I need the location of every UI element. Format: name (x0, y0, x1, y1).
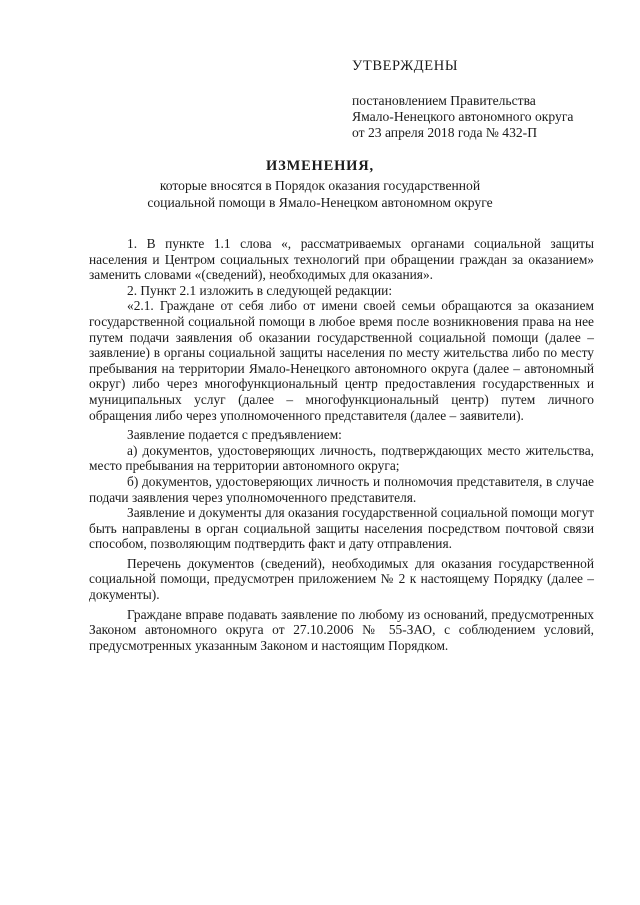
document-subtitle-line: социальной помощи в Ямало-Ненецком автономном округе (147, 194, 493, 210)
approval-block (352, 58, 612, 141)
document-heading (100, 158, 540, 211)
approval-line: постановлением Правительства (352, 93, 536, 108)
document-subtitle-line: которые вносятся в Порядок оказания государственной (159, 178, 481, 193)
approval-line: от 23 апреля 2018 года № 432-П (352, 125, 538, 140)
paragraph-rights: Граждане вправе подавать заявление по любому из оснований, предусмотренных Законом автономного округа от 27.10.2006 № 55-ЗАО, с соблюдением условий, предусмотренных указанным Законом и настоящим Порядком. (89, 606, 594, 653)
paragraph-sub-b: б) документов, удостоверяющих личность и полномочия представителя, в случае подачи заявления через уполномоченного представителя. (89, 473, 594, 505)
paragraph-application: Заявление подается с предъявлением: (127, 427, 342, 443)
paragraph-item-1: 1. В пункте 1.1 слова «, рассматриваемых органами социальной защиты населения и Центром социальных технологий при обращении граждан за оказанием» заменить словами «(сведений), необходимых для оказания». (89, 236, 594, 283)
paragraph-2-1: «2.1. Граждане от себя либо от имени своей семьи обращаются за оказанием государственной социальной помощи в любое время после возникновения права на нее путем подачи заявления об оказании государственной социальной помощи (далее – заявление) в органы социальной защиты населения по месту жительства либо по месту пребывания на территории Ямало-Ненецкого автономного округа (далее – автономный округ) либо через многофункциональный центр предоставления государственных и муниципальных услуг (далее – многофункциональный центр) путем личного обращения либо через уполномоченного представителя (далее – заявители). (89, 298, 594, 423)
paragraph-item-2: 2. Пункт 2.1 изложить в следующей редакции: (127, 282, 393, 298)
approval-line: Ямало-Ненецкого автономного округа (352, 109, 574, 124)
document-title: ИЗМЕНЕНИЯ, (266, 158, 374, 174)
paragraph-sub-a: а) документов, удостоверяющих личность, подтверждающих место жительства, место пребывания на территории автономного округа; (89, 442, 594, 474)
document-body (89, 236, 594, 653)
paragraph-document-list: Перечень документов (сведений), необходимых для оказания государственной социальной помощи, предусмотрен приложением № 2 к настоящему Порядку (далее – документы). (89, 555, 594, 603)
approval-title: УТВЕРЖДЕНЫ (352, 58, 459, 74)
paragraph-postal: Заявление и документы для оказания государственной социальной помощи могут быть направлены в орган социальной защиты населения посредством почтовой связи способом, позволяющим подтвердить факт и дату отправления. (89, 505, 594, 552)
